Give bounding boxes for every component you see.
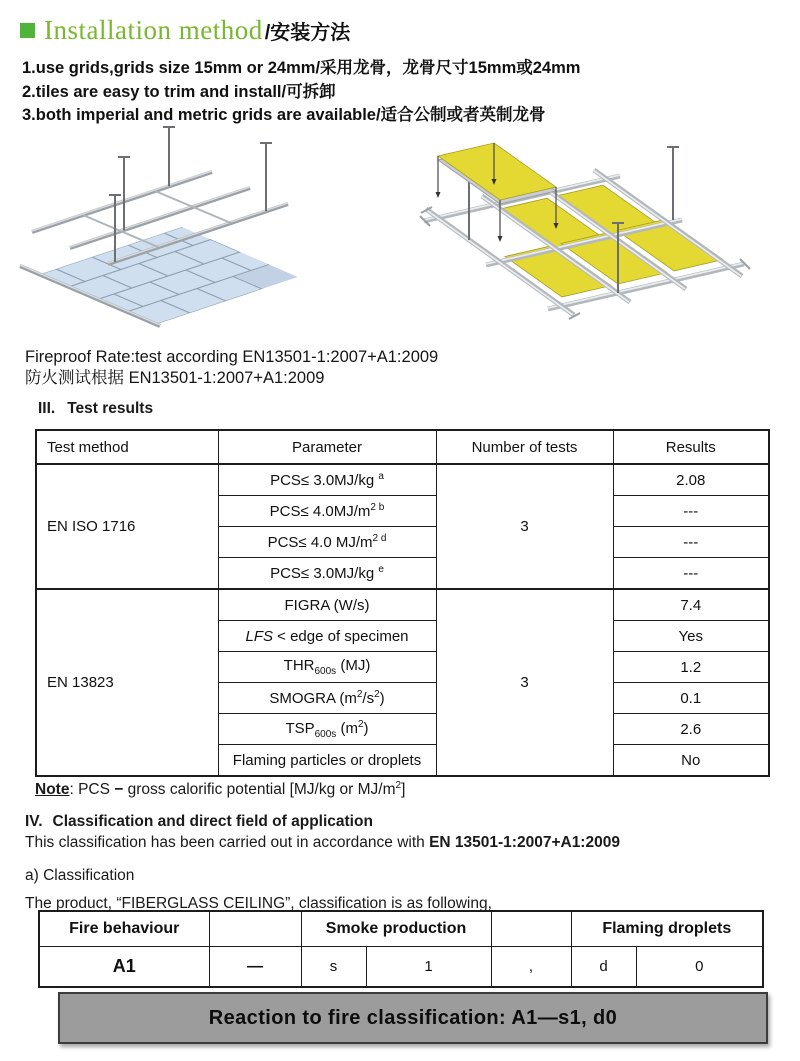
result-cell: --- (613, 558, 769, 590)
product-classification-line: The product, “FIBERGLASS CEILING”, classification is as following, (25, 895, 492, 912)
result-cell: --- (613, 527, 769, 558)
section-title: Classification and direct field of application (52, 813, 373, 830)
section-title: Test results (67, 400, 154, 417)
blue-tile-field (20, 209, 323, 349)
result-cell: 0.1 (613, 683, 769, 714)
classification-value-cell: d (571, 947, 636, 988)
installation-note-line: 3.both imperial and metric grids are available/适合公制或者英制龙骨 (22, 106, 546, 124)
result-cell: 2.08 (613, 464, 769, 496)
classification-empty-header (491, 911, 571, 947)
test-table-header-row (36, 430, 769, 464)
test-table-row (36, 589, 769, 621)
figure-t-grid-yellow-tiles (408, 110, 795, 352)
test-results-table (35, 429, 770, 777)
number-of-tests-cell: 3 (436, 589, 613, 776)
page-title (20, 14, 350, 46)
section-iv-heading (25, 812, 620, 831)
section-iv (25, 812, 620, 913)
classification-value-cell: s (301, 947, 366, 988)
parameter-cell: Flaming particles or droplets (218, 745, 436, 777)
classification-value-cell: — (209, 947, 301, 988)
fireproof-line-en: Fireproof Rate:test according EN13501-1:2007+A1:2009 (25, 348, 439, 366)
classification-table (38, 910, 764, 988)
test-method-cell: EN 13823 (36, 589, 218, 776)
classification-value-cell: , (491, 947, 571, 988)
number-of-tests-cell: 3 (436, 464, 613, 589)
col-header-results: Results (613, 430, 769, 464)
classification-statement: This classification has been carried out in accordance with EN 13501-1:2007+A1:2009 (25, 834, 620, 851)
parameter-cell: $TSP_{600s}$ $(m^2)$ (218, 714, 436, 745)
result-cell: No (613, 745, 769, 777)
parameter-cell: LFS < edge of specimen (218, 621, 436, 652)
page-title-zh: /安装方法 (264, 21, 351, 44)
section-iii-heading (38, 400, 153, 418)
parameter-cell: $PCS\le 4.0MJ/m^{2 b}$ (218, 496, 436, 527)
fireproof-rate-text (25, 347, 438, 389)
col-header-parameter: Parameter (218, 430, 436, 464)
classification-col-header: Smoke production (301, 911, 491, 947)
fire-classification-banner-text: Reaction to fire classification: A1—s1, d0 (208, 1006, 618, 1029)
classification-value-row (39, 947, 763, 988)
installation-note-line: 1.use grids,grids size 15mm or 24mm/采用龙骨，龙骨尺寸15mm或24mm (22, 59, 581, 77)
col-header-number-of-tests: Number of tests (436, 430, 613, 464)
section-number: III. (38, 400, 56, 417)
col-header-test-method: Test method (36, 430, 218, 464)
fire-classification-banner (58, 992, 768, 1044)
test-method-cell: EN ISO 1716 (36, 464, 218, 589)
parameter-cell: $THR_{600s}$ (MJ) (218, 652, 436, 683)
figure-suspended-grid-blue-tiles (10, 118, 400, 350)
page-title-en: Installation method (44, 14, 263, 45)
parameter-cell: PCS≤ 4.0 $MJ/m^{2 d}$ (218, 527, 436, 558)
classification-empty-header (209, 911, 301, 947)
section-number: IV. (25, 813, 43, 830)
result-cell: 7.4 (613, 589, 769, 621)
classification-col-header: Flaming droplets (571, 911, 763, 947)
classification-header-row (39, 911, 763, 947)
fireproof-line-zh: 防火测试根据 EN13501-1:2007+A1:2009 (25, 369, 325, 387)
parameter-cell: SMOGRA $(m^2/s^2)$ (218, 683, 436, 714)
result-cell: 1.2 (613, 652, 769, 683)
green-square-icon (20, 23, 35, 38)
classification-subheading: a) Classification (25, 867, 135, 884)
test-table-row (36, 464, 769, 496)
result-cell: --- (613, 496, 769, 527)
table-note: Note: PCS − gross calorific potential [MJ/kg or $MJ/m^2$] (35, 780, 406, 799)
classification-value-cell: 1 (366, 947, 491, 988)
result-cell: 2.6 (613, 714, 769, 745)
classification-col-header: Fire behaviour (39, 911, 209, 947)
result-cell: Yes (613, 621, 769, 652)
classification-value-cell: 0 (636, 947, 763, 988)
parameter-cell: FIGRA (W/s) (218, 589, 436, 621)
installation-note-line: 2.tiles are easy to trim and install/可拆卸 (22, 82, 336, 101)
classification-value-cell: A1 (39, 947, 209, 988)
parameter-cell: PCS≤ 3.0MJ/kg $^e$ (218, 558, 436, 590)
parameter-cell: PCS≤ 3.0MJ/kg $^a$ (218, 464, 436, 496)
